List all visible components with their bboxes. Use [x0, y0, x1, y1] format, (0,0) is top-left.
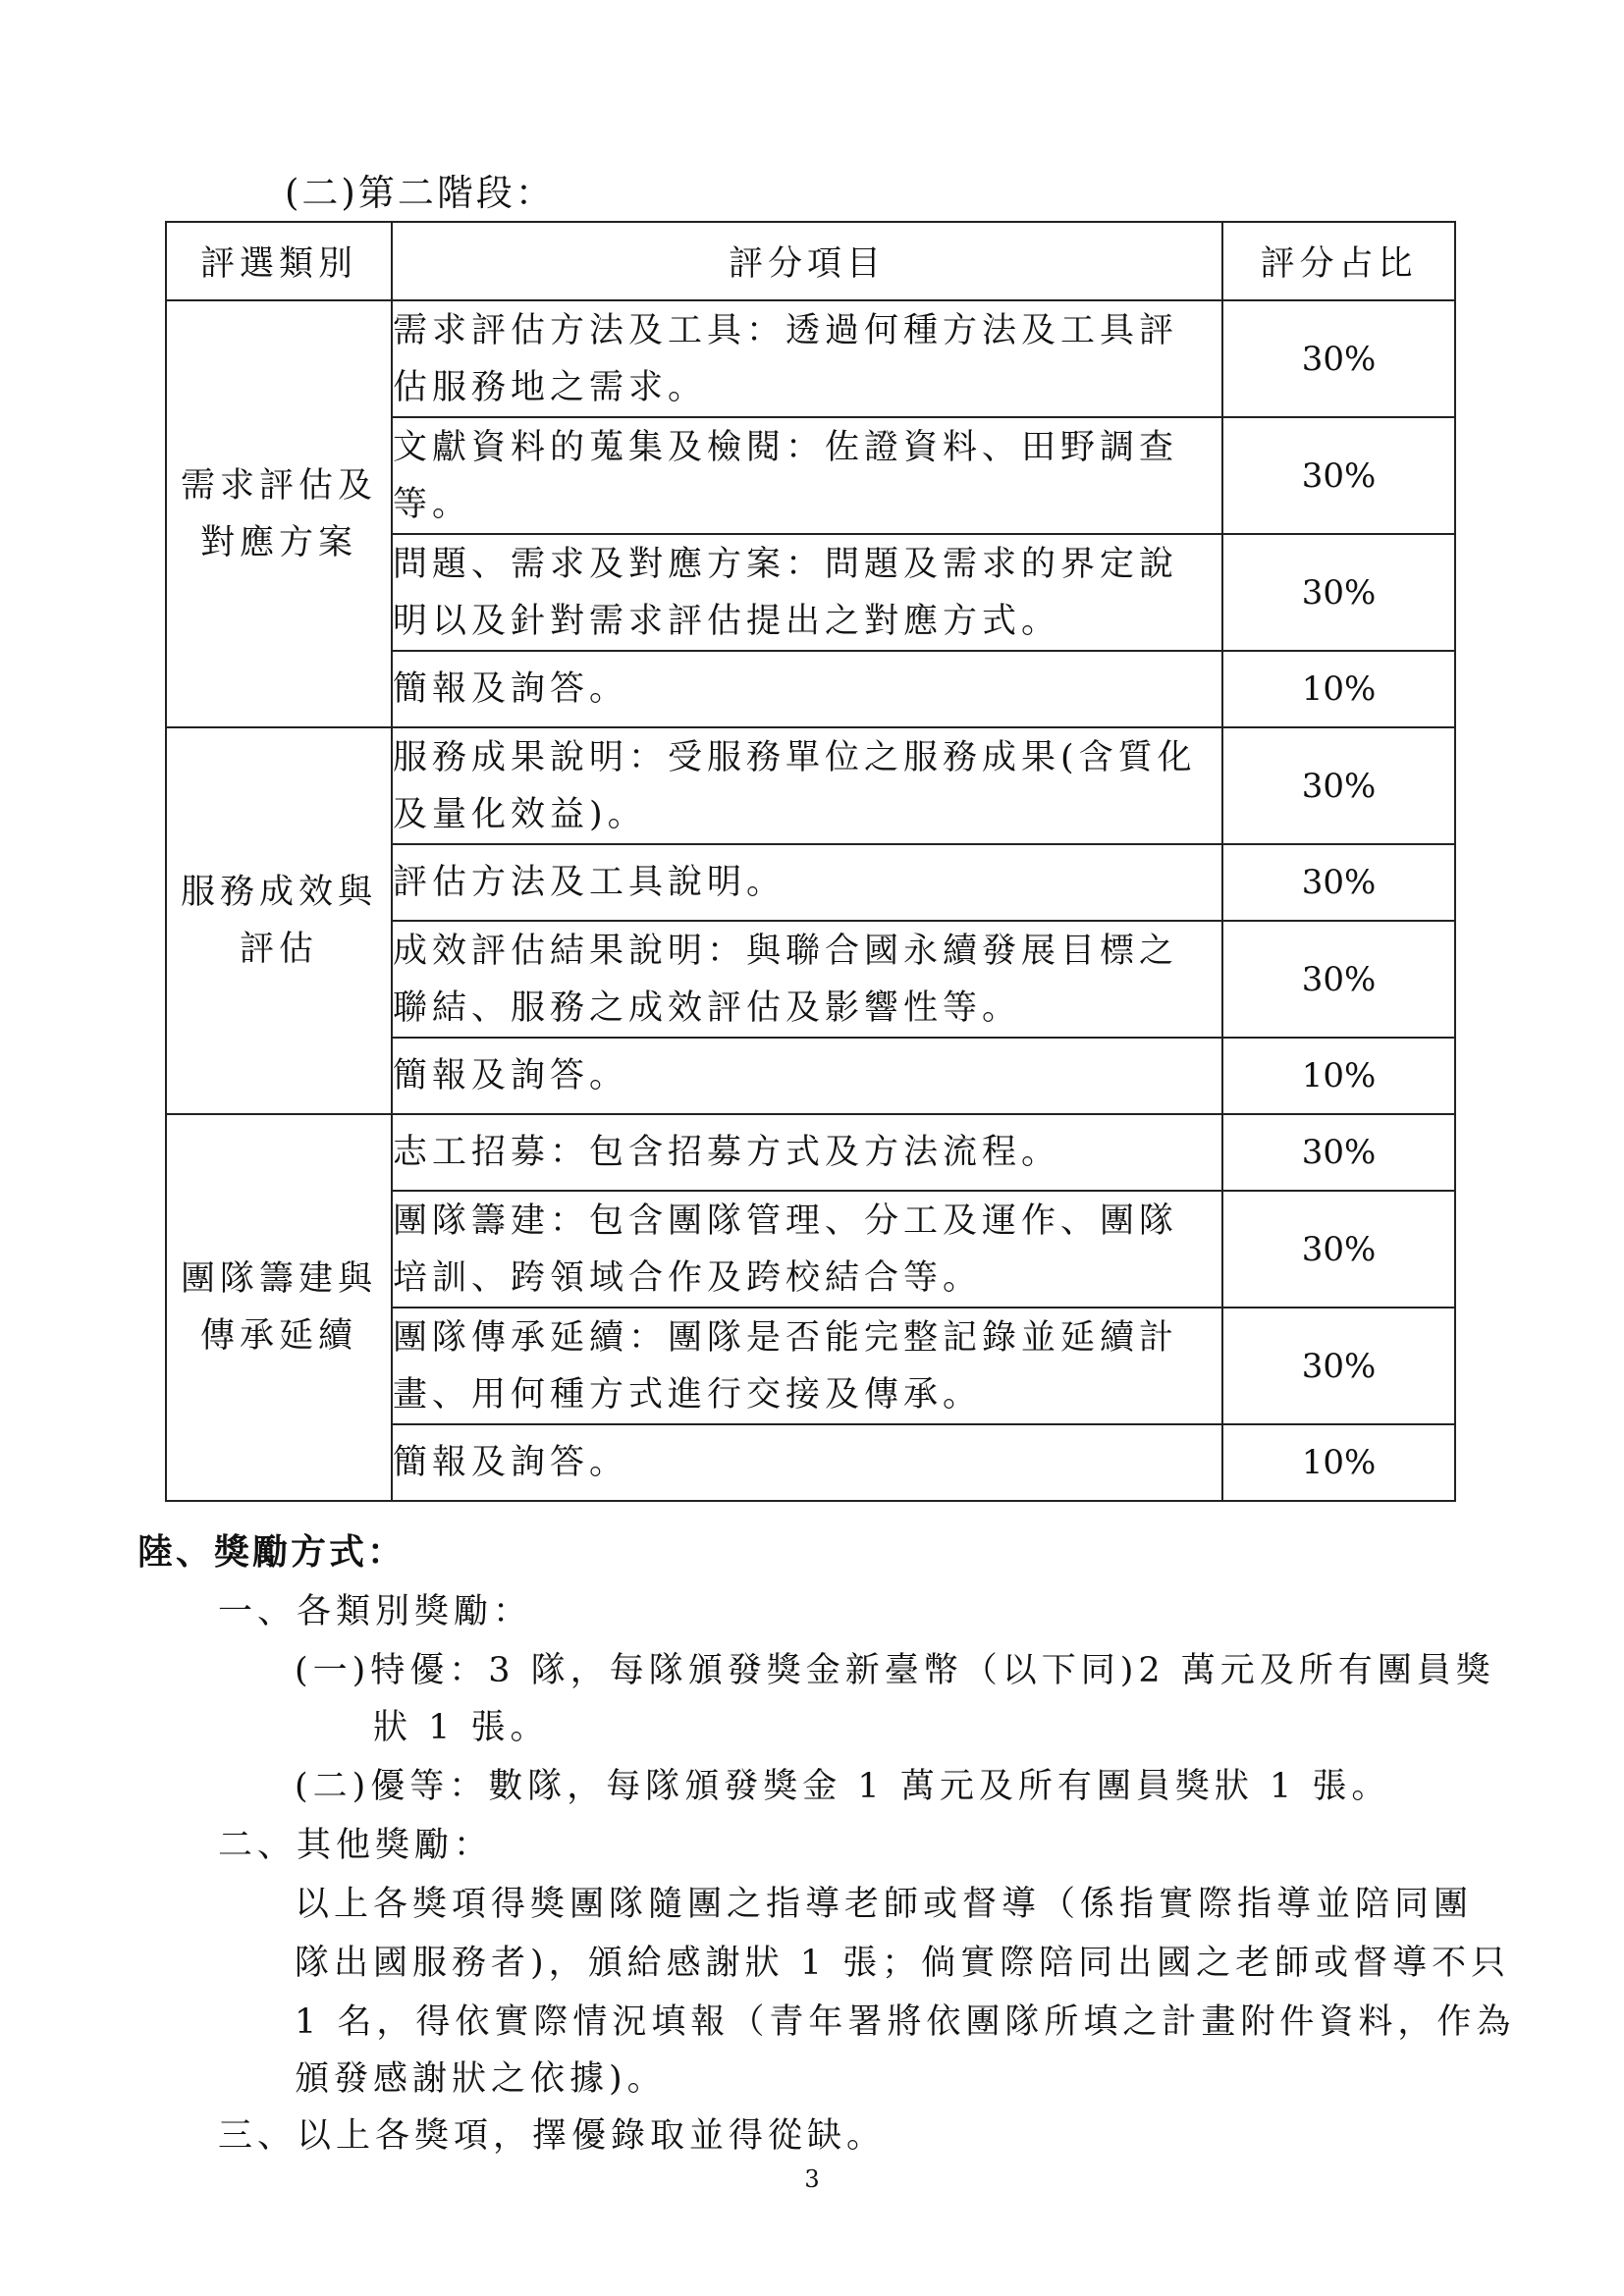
table-header-row: [166, 222, 1455, 300]
weight-cell: 30%: [1222, 534, 1455, 651]
header-weight: 評分占比: [1222, 222, 1455, 300]
category-line: 服務成效與: [180, 873, 377, 912]
awards-sub2-line: 以上各獎項得獎團隊隨團之指導老師或督導（係指實際指導並陪同團: [295, 1885, 1474, 1924]
awards-sub1-heading: 一、各類別獎勵：: [218, 1592, 533, 1631]
awards-item2: (二)優等：數隊，每隊頒發獎金 1 萬元及所有團員獎狀 1 張。: [295, 1767, 1391, 1806]
awards-item1-line1: (一)特優：3 隊，每隊頒發獎金新臺幣（以下同)2 萬元及所有團員獎: [295, 1651, 1495, 1690]
item-cell: [392, 1308, 1222, 1424]
weight-cell: 30%: [1222, 417, 1455, 534]
item-line: 評估方法及工具說明。: [393, 863, 786, 902]
item-cell: [392, 534, 1222, 651]
weight-cell: 30%: [1222, 921, 1455, 1038]
item-cell: [392, 651, 1222, 727]
item-line: 團隊籌建：包含團隊管理、分工及運作、團隊: [393, 1201, 1179, 1241]
item-line: 成效評估結果說明：與聯合國永續發展目標之: [393, 931, 1179, 971]
item-line: 簡報及詢答。: [393, 1056, 629, 1095]
category-line: 對應方案: [199, 522, 357, 562]
awards-sub3: 三、以上各獎項，擇優錄取並得從缺。: [218, 2116, 887, 2156]
item-line: 志工招募：包含招募方式及方法流程。: [393, 1133, 1061, 1172]
awards-sub2-line: 1 名，得依實際情況填報（青年署將依團隊所填之計畫附件資料，作為: [295, 2002, 1516, 2042]
stage-heading: (二)第二階段：: [285, 172, 555, 214]
weight-cell: 30%: [1222, 1308, 1455, 1424]
item-line: 團隊傳承延續：團隊是否能完整記錄並延續計: [393, 1317, 1179, 1358]
item-cell: [392, 921, 1222, 1038]
item-line: 畫、用何種方式進行交接及傳承。: [393, 1374, 983, 1415]
item-line: 簡報及詢答。: [393, 1443, 629, 1482]
category-cell: [166, 1114, 392, 1501]
category-cell: [166, 300, 392, 727]
item-line: 等。: [393, 484, 472, 524]
item-line: 估服務地之需求。: [393, 367, 708, 407]
category-line: 需求評估及: [180, 465, 377, 506]
category-cell: [166, 727, 392, 1114]
item-line: 聯結、服務之成效評估及影響性等。: [393, 988, 1022, 1028]
item-line: 及量化效益)。: [393, 794, 647, 834]
weight-cell: 30%: [1222, 300, 1455, 417]
item-cell: [392, 417, 1222, 534]
category-line: 團隊籌建與: [180, 1259, 377, 1299]
item-cell: [392, 727, 1222, 844]
item-line: 需求評估方法及工具：透過何種方法及工具評: [393, 310, 1179, 350]
item-line: 服務成果說明：受服務單位之服務成果(含質化: [393, 737, 1197, 777]
scoring-table: [165, 221, 1456, 1502]
item-cell: [392, 300, 1222, 417]
category-line: 評估: [239, 930, 318, 969]
item-cell: [392, 1114, 1222, 1191]
weight-cell: 30%: [1222, 1114, 1455, 1191]
item-line: 簡報及詢答。: [393, 669, 629, 709]
awards-sub2-line: 隊出國服務者)，頒給感謝狀 1 張；倘實際陪同出國之老師或督導不只: [295, 1944, 1511, 1983]
item-cell: [392, 1038, 1222, 1114]
item-cell: [392, 844, 1222, 921]
header-category: 評選類別: [166, 222, 392, 300]
awards-section-title: 陸、獎勵方式：: [137, 1532, 406, 1573]
weight-cell: 10%: [1222, 1424, 1455, 1501]
item-line: 明以及針對需求評估提出之對應方式。: [393, 601, 1061, 641]
weight-cell: 10%: [1222, 651, 1455, 727]
table-row: [166, 727, 1455, 844]
page-number: 3: [804, 2165, 820, 2193]
weight-cell: 30%: [1222, 1191, 1455, 1308]
awards-item1-line2: 狀 1 張。: [373, 1708, 550, 1747]
weight-cell: 30%: [1222, 844, 1455, 921]
header-item: 評分項目: [392, 222, 1222, 300]
table-row: [166, 300, 1455, 417]
weight-cell: 10%: [1222, 1038, 1455, 1114]
table-row: [166, 1114, 1455, 1191]
item-line: 問題、需求及對應方案：問題及需求的界定說: [393, 544, 1179, 584]
category-line: 傳承延續: [199, 1316, 357, 1356]
item-line: 培訓、跨領域合作及跨校結合等。: [393, 1257, 983, 1298]
awards-sub2-line: 頒發感謝狀之依據)。: [295, 2059, 667, 2099]
item-cell: [392, 1424, 1222, 1501]
item-cell: [392, 1191, 1222, 1308]
weight-cell: 30%: [1222, 727, 1455, 844]
awards-sub2-heading: 二、其他獎勵：: [218, 1826, 494, 1865]
item-line: 文獻資料的蒐集及檢閱：佐證資料、田野調查: [393, 427, 1179, 467]
